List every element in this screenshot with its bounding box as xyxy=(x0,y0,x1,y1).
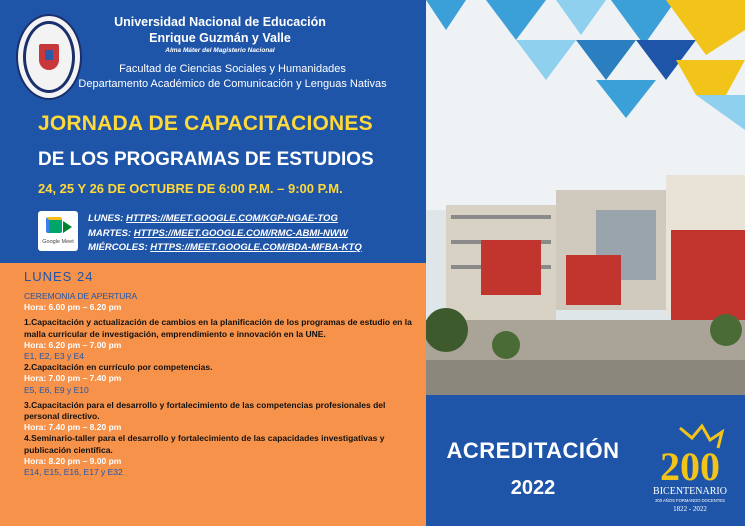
schedule-list xyxy=(24,291,414,478)
opening-time: Hora: 6.00 pm – 6.20 pm xyxy=(24,302,122,313)
schedule-item-time: Hora: 7.40 pm – 8.20 pm xyxy=(24,422,122,433)
meet-link-wednesday[interactable]: MIÉRCOLES: HTTPS://MEET.GOOGLE.COM/BDA-MFBA-KTQ xyxy=(88,242,362,253)
schedule-item-codes: E14, E15, E16, E17 y E32 xyxy=(24,467,123,478)
bicentenario-logo xyxy=(640,420,740,520)
university-motto: Alma Máter del Magisterio Nacional xyxy=(165,47,275,54)
event-dates: 24, 25 Y 26 DE OCTUBRE DE 6:00 P.M. – 9:00 P.M. xyxy=(38,181,343,196)
campus-photo xyxy=(426,0,745,395)
accreditation-line1: ACREDITACIÓN xyxy=(446,438,620,463)
bicentenario-emblem-icon xyxy=(640,420,740,520)
schedule-item-codes: E1, E2, E3 y E4 xyxy=(24,351,85,362)
meet-link-wednesday-url[interactable]: HTTPS://MEET.GOOGLE.COM/BDA-MFBA-KTQ xyxy=(150,242,362,253)
university-name-line1: Universidad Nacional de Educación xyxy=(114,15,326,29)
campus-illustration xyxy=(426,0,745,395)
bicentenario-years: 1822 - 2022 xyxy=(673,505,707,513)
meet-link-tuesday-url[interactable]: HTTPS://MEET.GOOGLE.COM/RMC-ABMI-NWW xyxy=(133,227,348,239)
accreditation-year: 2022 xyxy=(510,477,556,499)
schedule-item-time: Hora: 6.20 pm – 7.00 pm xyxy=(24,339,122,350)
schedule-item-time: Hora: 7.00 pm – 7.40 pm xyxy=(24,373,122,384)
bicentenario-word: BICENTENARIO xyxy=(653,486,727,497)
meet-link-tuesday[interactable]: MARTES: HTTPS://MEET.GOOGLE.COM/RMC-ABMI-NWW xyxy=(88,227,348,239)
opening-title: CEREMONIA DE APERTURA xyxy=(24,291,138,301)
meet-links xyxy=(88,212,362,256)
university-name xyxy=(95,14,345,55)
faculty-name: Facultad de Ciencias Sociales y Humanidades xyxy=(119,63,346,75)
meet-link-monday[interactable]: LUNES: HTTPS://MEET.GOOGLE.COM/KGP-NGAE-TOG xyxy=(88,213,338,224)
bicentenario-number: 200 xyxy=(660,444,720,489)
schedule-item-title: 1.Capacitación y actualización de cambios en la planificación de los programas de estudio en la malla curricular de investigación, emprendimiento e innovación en la UNE. xyxy=(24,317,412,339)
schedule-day: LUNES 24 xyxy=(24,269,94,284)
faculty-block xyxy=(60,62,405,91)
schedule-item-time: Hora: 8.20 pm – 9.00 pm xyxy=(24,455,122,466)
schedule-item-title: 3.Capacitación para el desarrollo y fortalecimiento de las competencias profesionales del personal directivo. xyxy=(24,399,386,422)
meet-link-monday-url[interactable]: HTTPS://MEET.GOOGLE.COM/KGP-NGAE-TOG xyxy=(126,213,338,224)
university-name-line2: Enrique Guzmán y Valle xyxy=(149,31,291,45)
schedule-item-title: 4.Seminario-taller para el desarrollo y fortalecimiento de las capacidades investigativas y publicación científica. xyxy=(24,433,385,455)
accreditation-text xyxy=(432,437,634,505)
schedule-item-title: 2.Capacitación en currículo por competencias. xyxy=(24,362,213,373)
bicentenario-subtitle: 200 AÑOS FORMANDO DOCENTES xyxy=(655,498,725,503)
google-meet-label: Google Meet xyxy=(42,239,74,245)
google-meet-icon xyxy=(38,211,78,251)
event-title-line2: DE LOS PROGRAMAS DE ESTUDIOS xyxy=(38,149,374,170)
event-title-line1: JORNADA DE CAPACITACIONES xyxy=(38,112,373,135)
department-name: Departamento Académico de Comunicación y Lenguas Nativas xyxy=(78,77,387,90)
schedule-item-codes: E5, E6, E9 y E10 xyxy=(24,384,89,395)
